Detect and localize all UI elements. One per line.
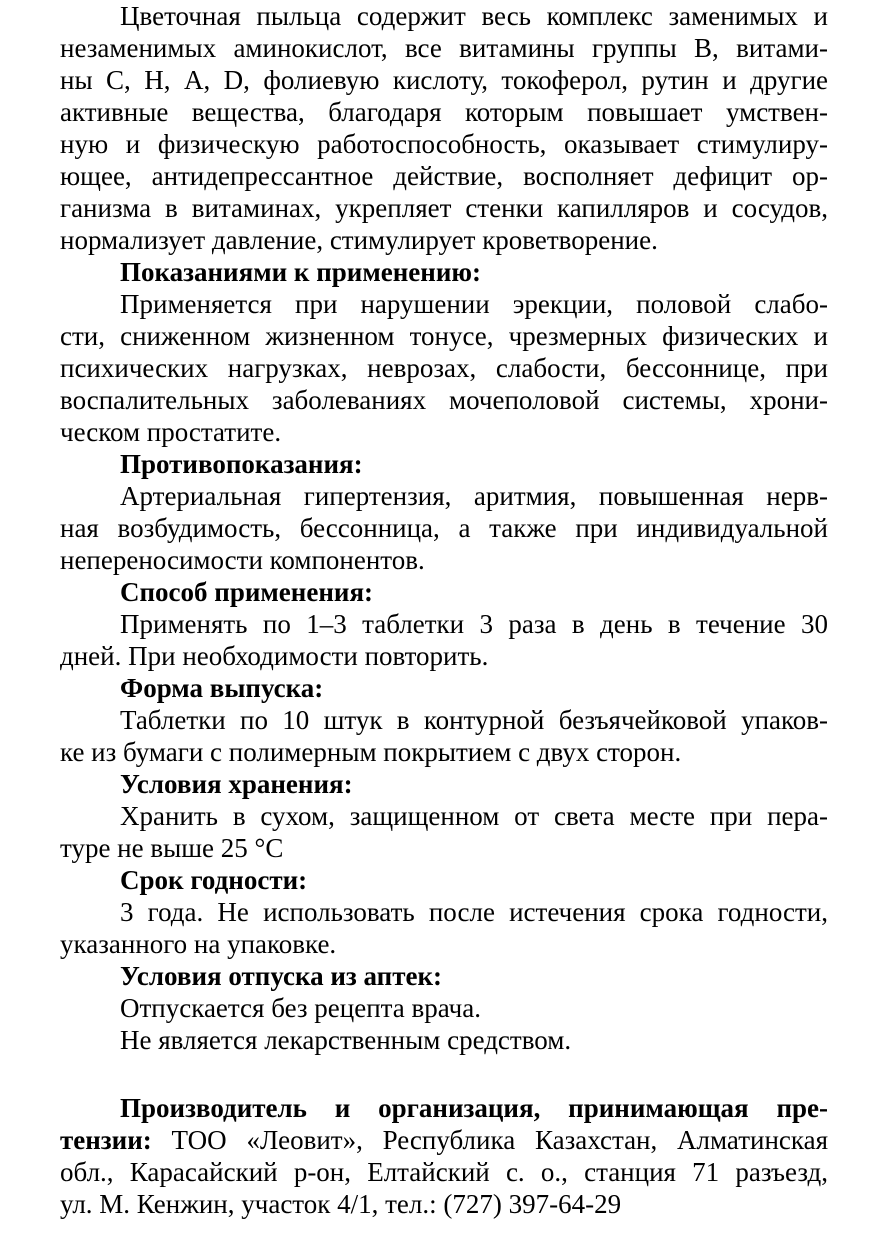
manufacturer-heading-end: тензии: <box>60 1125 152 1155</box>
section-dispensing <box>60 960 828 1056</box>
text-line: нормализует давление, стимулирует кроветворение. <box>60 225 658 255</box>
text-line: 3 года. Не использовать после истечения срока годности, <box>120 897 828 927</box>
manufacturer-name: ТОО «Леовит», Республика Казахстан, Алматинская <box>151 1125 828 1155</box>
text-line: Применяется при нарушении эрекции, половой слабо- <box>120 289 828 319</box>
section-heading: Условия отпуска из аптек: <box>120 961 443 991</box>
text-line: воспалительных заболеваниях мочеполовой системы, хрони- <box>60 385 828 415</box>
section-release-form <box>60 672 828 768</box>
section-heading: Противопоказания: <box>120 449 363 479</box>
section-shelf-life <box>60 864 828 960</box>
text-line: ная возбудимость, бессонница, а также при индивидуальной <box>60 513 828 543</box>
text-line: ганизма в витаминах, укрепляет стенки капилляров и сосудов, <box>60 193 828 223</box>
intro-paragraph <box>60 0 828 256</box>
document-page <box>60 0 828 1220</box>
text-line: Не является лекарственным средством. <box>120 1025 572 1055</box>
text-line: психических нагрузках, неврозах, слабости, бессоннице, при <box>60 353 828 383</box>
text-line: туре не выше 25 °С <box>60 833 284 863</box>
section-heading: Способ применения: <box>120 577 374 607</box>
section-heading: Условия хранения: <box>120 769 353 799</box>
text-line: ющее, антидепрессантное действие, восполняет дефицит ор- <box>60 161 828 191</box>
section-heading: Показаниями к применению: <box>120 257 482 287</box>
text-line: незаменимых аминокислот, все витамины группы В, витами- <box>60 33 828 63</box>
section-heading: Форма выпуска: <box>120 673 324 703</box>
section-heading: Срок годности: <box>120 865 308 895</box>
text-line: активные вещества, благодаря которым повышает умствен- <box>60 97 828 127</box>
text-line: Цветочная пыльца содержит весь комплекс заменимых и <box>120 1 828 31</box>
section-contraindications <box>60 448 828 576</box>
text-line: указанного на упаковке. <box>60 929 337 959</box>
text-line: непереносимости компонентов. <box>60 545 425 575</box>
text-line: Таблетки по 10 штук в контурной безъячейковой упаков- <box>120 705 828 735</box>
text-line: Хранить в сухом, защищенном от света месте при пера- <box>120 801 828 831</box>
text-line: обл., Карасайский р-он, Елтайский с. о., станция 71 разъезд, <box>60 1157 828 1187</box>
text-line: Артериальная гипертензия, аритмия, повышенная нерв- <box>120 481 828 511</box>
section-method-of-use <box>60 576 828 672</box>
spacer <box>60 1056 828 1092</box>
text-line: сти, сниженном жизненном тонусе, чрезмерных физических и <box>60 321 828 351</box>
text-line: ную и физическую работоспособность, оказывает стимулиру- <box>60 129 828 159</box>
text-line: Отпускается без рецепта врача. <box>120 993 481 1023</box>
text-line: Применять по 1–3 таблетки 3 раза в день в течение 30 <box>120 609 828 639</box>
text-line: ческом простатите. <box>60 417 282 447</box>
manufacturer-heading: Производитель и организация, принимающая пре- <box>120 1093 828 1123</box>
section-storage <box>60 768 828 864</box>
text-line: ны С, Н, А, D, фолиевую кислоту, токоферол, рутин и другие <box>60 65 828 95</box>
text-line: ул. М. Кенжин, участок 4/1, тел.: (727) 397-64-29 <box>60 1189 622 1219</box>
section-indications <box>60 256 828 448</box>
text-line: дней. При необходимости повторить. <box>60 641 489 671</box>
manufacturer-line <box>60 1124 828 1156</box>
section-manufacturer <box>60 1092 828 1220</box>
text-line: ке из бумаги с полимерным покрытием с двух сторон. <box>60 737 682 767</box>
